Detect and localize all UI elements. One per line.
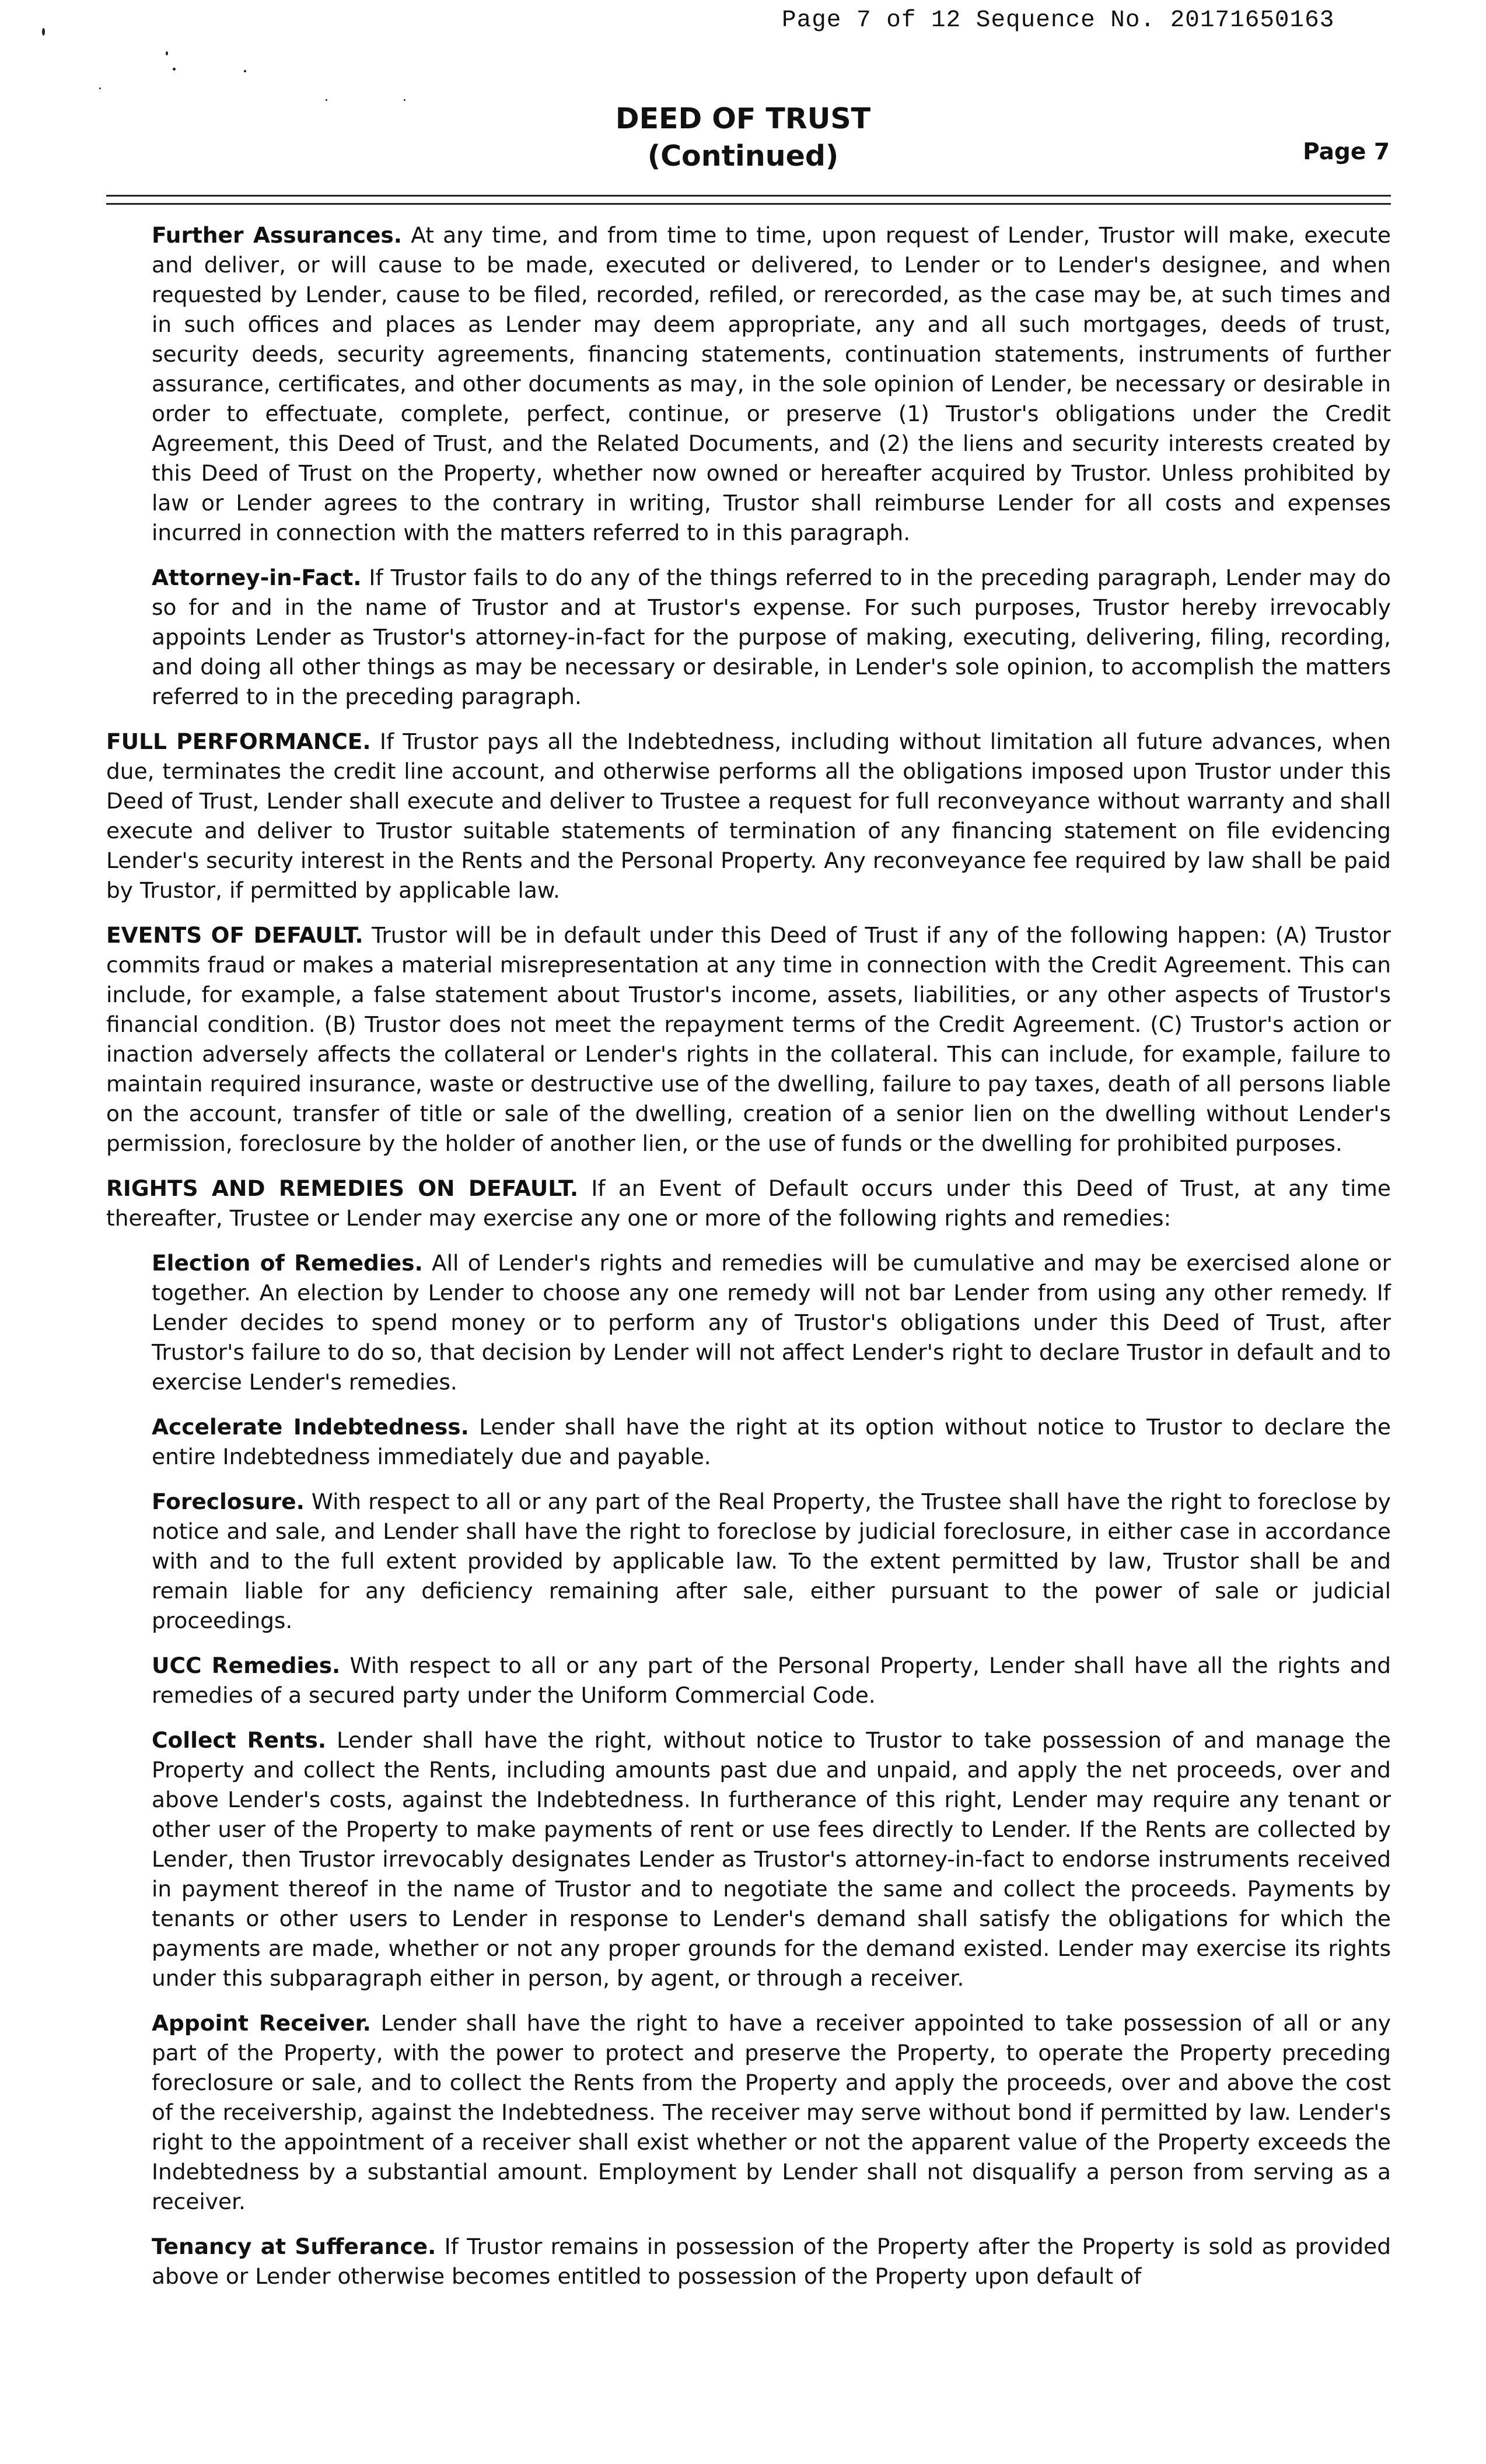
section-text: All of Lender's rights and remedies will be cumulative and may be exercised alone or together. An election by Lender to choose any one remedy will not bar Lender from using any other remedy. If Lender decides to spend money or to perform any of Trustor's obligations under this Deed of Trust, after Trustor's failure to do so, that decision by Lender will not affect Lender's right to declare Trustor in default and to exercise Lender's remedies. [152,1250,1391,1395]
section-heading: UCC Remedies. [152,1653,341,1678]
document-body [106,220,1391,2306]
section-heading: Tenancy at Sufferance. [152,2234,436,2259]
section-text: Lender shall have the right at its option without notice to Trustor to declare the entire Indebtedness immediately due and payable. [152,1414,1391,1469]
section-text: At any time, and from time to time, upon request of Lender, Trustor will make, execute and deliver, or will cause to be made, executed or delivered, to Lender or to Lender's designee, and when requested by Lender, cause to be filed, recorded, refiled, or rerecorded, as the case may be, at such times and in such offices and places as Lender may deem appropriate, any and all such mortgages, deeds of trust, security deeds, security agreements, financing statements, continuation statements, instruments of further assurance, certificates, and other documents as may, in the sole opinion of Lender, be necessary or desirable in order to effectuate, complete, perfect, continue, or preserve (1) Trustor's obligations under the Credit Agreement, this Deed of Trust, and the Related Documents, and (2) the liens and security interests created by this Deed of Trust on the Property, whether now owned or hereafter acquired by Trustor. Unless prohibited by law or Lender agrees to the contrary in writing, Trustor shall reimburse Lender for all costs and expenses incurred in connection with the matters referred to in this paragraph. [152,222,1391,545]
recording-stamp: Page 7 of 12 Sequence No. 20171650163 [782,7,1335,34]
section-heading: Appoint Receiver. [152,2010,371,2036]
section-text: Trustor will be in default under this Deed of Trust if any of the following happen: (A) Trustor commits fraud or makes a material misrepresentation at any time in connection with the Credit Agreement. This can include, for example, a false statement about Trustor's income, assets, liabilities, or any other aspects of Trustor's financial condition. (B) Trustor does not meet the repayment terms of the Credit Agreement. (C) Trustor's action or inaction adversely affects the collateral or Lender's rights in the collateral. This can include, for example, failure to maintain required insurance, waste or destructive use of the dwelling, failure to pay taxes, death of all persons liable on the account, transfer of title or sale of the dwelling, creation of a senior lien on the dwelling without Lender's permission, foreclosure by the holder of another lien, or the use of funds or the dwelling for prohibited purposes. [106,922,1391,1156]
section-heading: FULL PERFORMANCE. [106,729,371,754]
document-subtitle: (Continued) [647,139,839,173]
section-rights-and-remedies [106,1174,1391,1233]
section-heading: RIGHTS AND REMEDIES ON DEFAULT. [106,1175,579,1201]
header-divider [106,203,1391,205]
document-title-block [0,100,1486,175]
section-text: Lender shall have the right to have a receiver appointed to take possession of all or any part of the Property, with the power to protect and preserve the Property, to operate the Property preceding foreclosure or sale, and to collect the Rents from the Property and apply the proceeds, over and above the cost of the receivership, against the Indebtedness. The receiver may serve without bond if permitted by law. Lender's right to the appointment of a receiver shall exist whether or not the apparent value of the Property exceeds the Indebtedness by a substantial amount. Employment by Lender shall not disqualify a person from serving as a receiver. [152,2010,1391,2214]
section-ucc-remedies [152,1651,1391,1710]
section-text: If Trustor remains in possession of the Property after the Property is sold as provided above or Lender otherwise becomes entitled to possession of the Property upon default of [152,2234,1391,2289]
document-title: DEED OF TRUST [615,102,871,135]
section-full-performance [106,727,1391,905]
scan-speck [244,70,246,72]
scan-speck [166,51,168,55]
header-divider [106,195,1391,197]
section-heading: Further Assurances. [152,222,402,248]
section-text: If Trustor pays all the Indebtedness, including without limitation all future advances, when due, terminates the credit line account, and otherwise performs all the obligations imposed upon Trustor under this Deed of Trust, Lender shall execute and deliver to Trustee a request for full reconveyance without warranty and shall execute and deliver to Trustor suitable statements of termination of any financing statement on file evidencing Lender's security interest in the Rents and the Personal Property. Any reconveyance fee required by law shall be paid by Trustor, if permitted by applicable law. [106,729,1391,903]
section-heading: Foreclosure. [152,1489,305,1514]
section-heading: EVENTS OF DEFAULT. [106,922,363,948]
section-events-of-default [106,921,1391,1158]
scan-speck [42,28,45,36]
section-foreclosure [152,1487,1391,1636]
section-appoint-receiver [152,2008,1391,2217]
section-accelerate-indebtedness [152,1412,1391,1472]
section-text: Lender shall have the right, without notice to Trustor to take possession of and manage the Property and collect the Rents, including amounts past due and unpaid, and apply the net proceeds, over and above Lender's costs, against the Indebtedness. In furtherance of this right, Lender may require any tenant or other user of the Property to make payments of rent or use fees directly to Lender. If the Rents are collected by Lender, then Trustor irrevocably designates Lender as Trustor's attorney-in-fact to endorse instruments received in payment thereof in the name of Trustor and to negotiate the same and collect the proceeds. Payments by tenants or other users to Lender in response to Lender's demand shall satisfy the obligations for which the payments are made, whether or not any proper grounds for the demand existed. Lender may exercise its rights under this subparagraph either in person, by agent, or through a receiver. [152,1727,1391,1991]
section-election-of-remedies [152,1248,1391,1397]
section-tenancy-at-sufferance [152,2232,1391,2291]
section-text: With respect to all or any part of the Real Property, the Trustee shall have the right to foreclose by notice and sale, and Lender shall have the right to foreclose by judicial foreclosure, in either case in accordance with and to the full extent provided by applicable law. To the extent permitted by law, Trustor shall be and remain liable for any deficiency remaining after sale, either pursuant to the power of sale or judicial proceedings. [152,1489,1391,1633]
scan-speck [99,88,101,89]
section-collect-rents [152,1726,1391,1993]
section-text: If Trustor fails to do any of the things referred to in the preceding paragraph, Lender may do so for and in the name of Trustor and at Trustor's expense. For such purposes, Trustor hereby irrevocably appoints Lender as Trustor's attorney-in-fact for the purpose of making, executing, delivering, filing, recording, and doing all other things as may be necessary or desirable, in Lender's sole opinion, to accomplish the matters referred to in the preceding paragraph. [152,565,1391,709]
section-attorney-in-fact [152,563,1391,712]
section-heading: Attorney-in-Fact. [152,565,362,590]
page-label: Page 7 [1303,139,1390,165]
section-text: With respect to all or any part of the Personal Property, Lender shall have all the rights and remedies of a secured party under the Uniform Commercial Code. [152,1653,1391,1708]
section-heading: Accelerate Indebtedness. [152,1414,469,1440]
section-heading: Collect Rents. [152,1727,327,1753]
section-text: If an Event of Default occurs under this Deed of Trust, at any time thereafter, Trustee or Lender may exercise any one or more of the following rights and remedies: [106,1175,1391,1231]
section-heading: Election of Remedies. [152,1250,423,1276]
section-further-assurances [152,220,1391,548]
scan-speck [173,68,176,71]
